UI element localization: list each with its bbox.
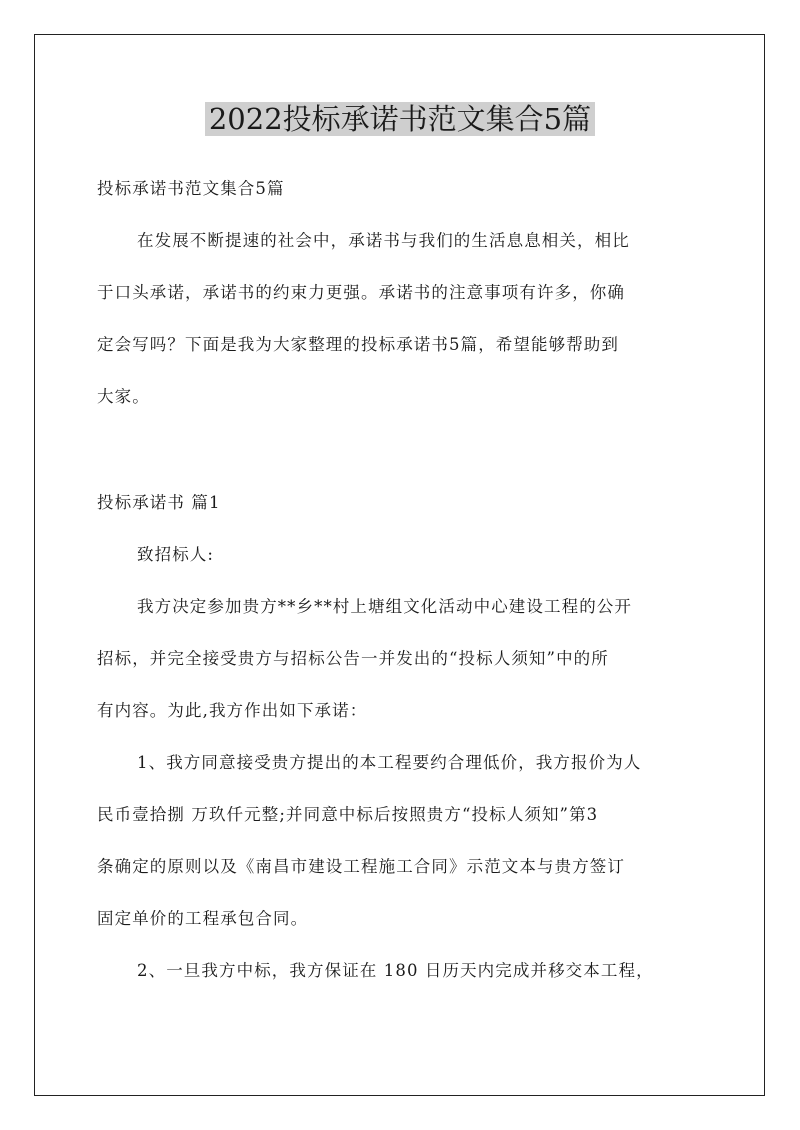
document-title-text: 2022投标承诺书范文集合5篇 xyxy=(205,102,595,136)
paragraph-line: 招标，并完全接受贵方与招标公告一并发出的“投标人须知”中的所 xyxy=(97,649,609,668)
subtitle-line: 投标承诺书范文集合5篇 xyxy=(97,179,285,198)
salutation-line: 致招标人: xyxy=(137,545,215,564)
paragraph-line: 固定单价的工程承包合同。 xyxy=(97,909,309,928)
paragraph-line: 有内容。为此,我方作出如下承诺： xyxy=(97,701,368,720)
paragraph-line: 条确定的原则以及《南昌市建设工程施工合同》示范文本与贵方签订 xyxy=(97,857,625,876)
paragraph-line: 于口头承诺，承诺书的约束力更强。承诺书的注意事项有许多，你确 xyxy=(97,283,625,302)
paragraph-line: 民币壹拾捌 万玖仟元整;并同意中标后按照贵方“投标人须知”第3 xyxy=(97,805,599,824)
document-title xyxy=(0,100,800,138)
paragraph-line: 我方决定参加贵方**乡**村上塘组文化活动中心建设工程的公开 xyxy=(137,597,632,616)
paragraph-line: 定会写吗？下面是我为大家整理的投标承诺书5篇，希望能够帮助到 xyxy=(97,335,619,354)
paragraph-line: 大家。 xyxy=(97,387,150,406)
paragraph-line: 在发展不断提速的社会中，承诺书与我们的生活息息相关，相比 xyxy=(137,231,630,250)
paragraph-line: 2、一旦我方中标，我方保证在 180 日历天内完成并移交本工程， xyxy=(137,961,654,980)
section-heading: 投标承诺书 篇1 xyxy=(97,493,221,512)
paragraph-line: 1、我方同意接受贵方提出的本工程要约合理低价，我方报价为人 xyxy=(137,753,642,772)
